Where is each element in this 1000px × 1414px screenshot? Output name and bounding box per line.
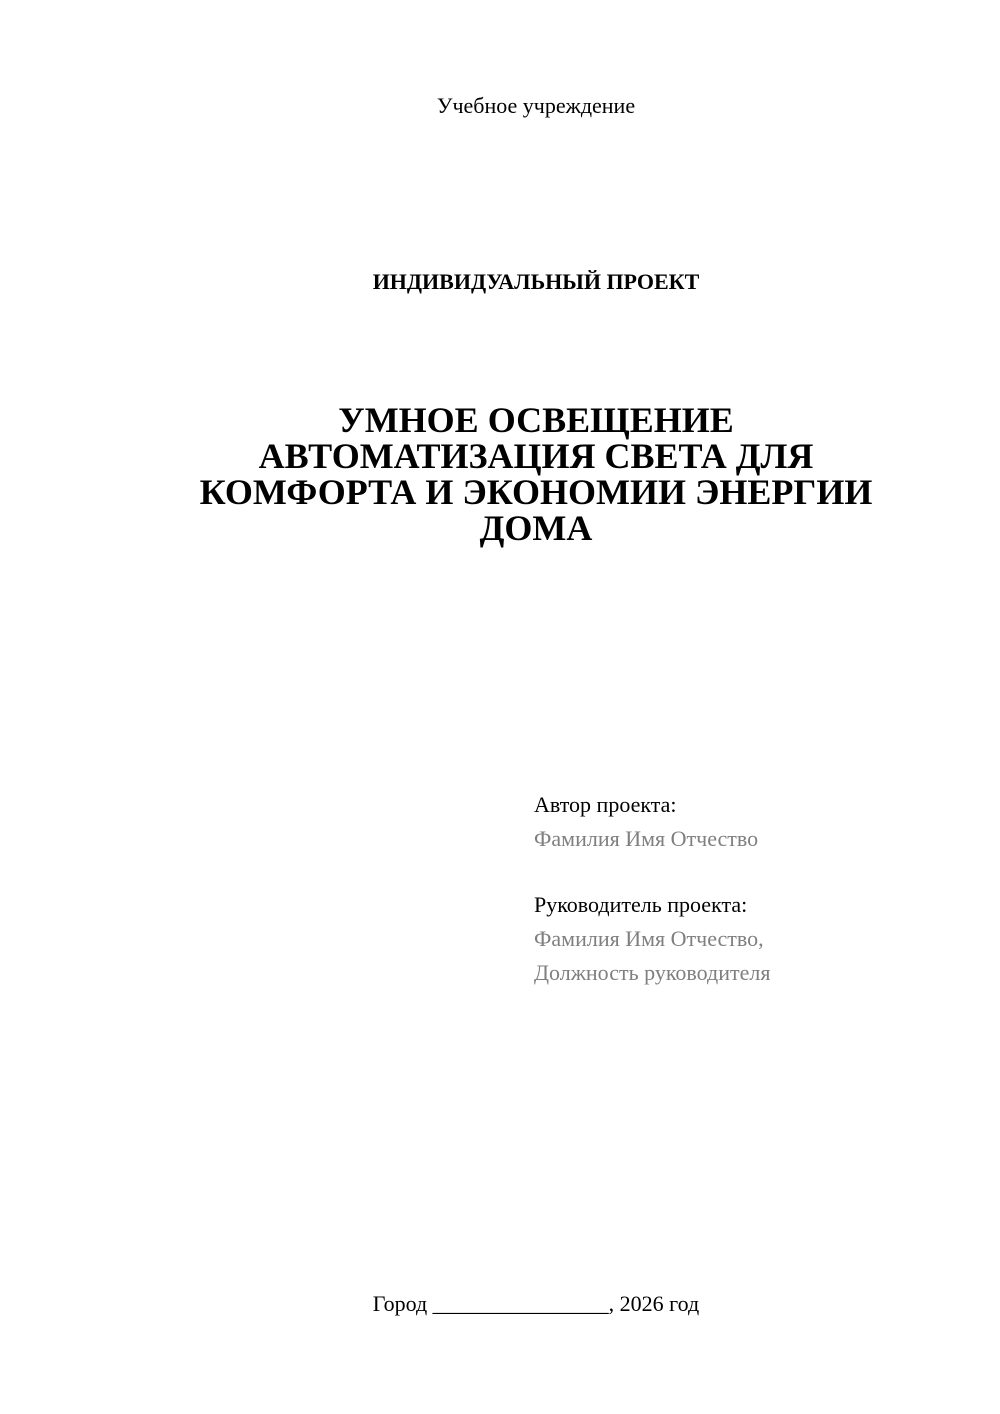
project-title-line: ДОМА [479,508,593,548]
author-name: Фамилия Имя Отчество [534,826,759,851]
project-title-line: КОМФОРТА И ЭКОНОМИИ ЭНЕРГИИ [199,472,873,512]
document-type: ИНДИВИДУАЛЬНЫЙ ПРОЕКТ [372,269,700,294]
supervisor-name: Фамилия Имя Отчество, [534,926,764,951]
author-block [534,788,974,856]
supervisor-block [534,888,974,990]
author-label: Автор проекта: [534,792,677,817]
institution-name: Учебное учреждение [436,93,636,118]
city-label: Город [372,1291,428,1316]
project-title-line: УМНОЕ ОСВЕЩЕНИЕ [338,400,734,440]
credits-block [534,788,974,990]
supervisor-label: Руководитель проекта: [534,892,748,917]
year-text: , 2026 год [608,1291,700,1316]
supervisor-position: Должность руководителя [534,960,771,985]
city-blank: ________________ [432,1291,609,1316]
city-year-line [0,1289,1000,1319]
project-title [140,402,932,546]
project-title-line: АВТОМАТИЗАЦИЯ СВЕТА ДЛЯ [258,436,814,476]
